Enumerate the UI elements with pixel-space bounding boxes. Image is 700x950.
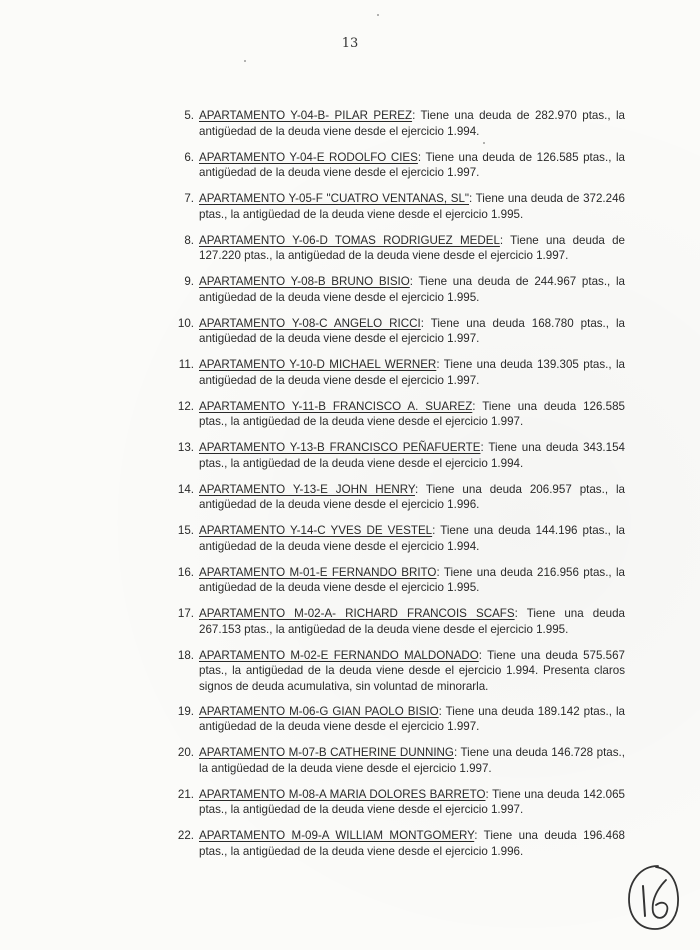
item-number: 10.	[177, 316, 194, 330]
apartment-label: APARTAMENTO Y-04-B- PILAR PEREZ	[199, 109, 413, 122]
item-number: 17.	[177, 607, 194, 620]
item-text: : Tiene una deuda 142.065 ptas., la antigüedad de la deuda viene desde el ejercicio 1.997.	[199, 787, 625, 817]
item-text: : Tiene una deuda 196.468 ptas., la antigüedad de la deuda viene desde el ejercicio 1.996.	[199, 829, 625, 858]
apartment-label: APARTAMENTO Y-11-B FRANCISCO A. SUAREZ	[199, 399, 473, 413]
item-text: : Tiene una deuda 168.780 ptas., la antigüedad de la deuda viene desde el ejercicio 1.997.	[199, 316, 625, 346]
item-number: 21.	[177, 787, 194, 801]
scan-speck	[377, 14, 379, 16]
item-text: : Tiene una deuda 126.585 ptas., la antigüedad de la deuda viene desde el ejercicio 1.997.	[199, 399, 625, 429]
item-number: 8.	[184, 233, 194, 247]
item-text: : Tiene una deuda de 372.246 ptas., la antigüedad de la deuda viene desde el ejercicio 1.995.	[199, 192, 625, 221]
apartment-label: APARTAMENTO Y-08-B BRUNO BISIO	[199, 275, 410, 288]
item-number: 14.	[177, 482, 194, 496]
list-item	[170, 399, 625, 441]
item-text: : Tiene una deuda 267.153 ptas., la antigüedad de la deuda viene desde el ejercicio 1.995.	[199, 607, 625, 636]
item-number: 16.	[177, 565, 194, 579]
item-text: : Tiene una deuda 216.956 ptas., la antigüedad de la deuda viene desde el ejercicio 1.995.	[199, 565, 626, 595]
item-number: 7.	[184, 192, 194, 205]
item-number: 18.	[177, 648, 194, 662]
list-item	[170, 482, 625, 524]
item-number: 5.	[184, 109, 194, 122]
item-number: 11.	[178, 358, 194, 371]
apartment-label: APARTAMENTO M-06-G GIAN PAOLO BISIO	[199, 704, 439, 718]
item-text: : Tiene una deuda 146.728 ptas., la antigüedad de la deuda viene desde el ejercicio 1.997.	[199, 746, 625, 775]
apartment-label: APARTAMENTO Y-06-D TOMAS RODRIGUEZ MEDEL	[199, 233, 500, 247]
list-item	[170, 191, 625, 233]
list-item	[170, 704, 625, 746]
apartment-label: APARTAMENTO Y-05-F "CUATRO VENTANAS, SL"	[199, 192, 470, 205]
item-text: : Tiene una deuda 343.154 ptas., la antigüedad de la deuda viene desde el ejercicio 1.994.	[199, 441, 625, 470]
apartment-label: APARTAMENTO M-02-E FERNANDO MALDONADO	[199, 648, 479, 662]
list-item	[170, 523, 625, 565]
item-text: : Tiene una deuda 206.957 ptas., la antigüedad de la deuda viene desde el ejercicio 1.996.	[199, 482, 625, 512]
debt-list	[170, 108, 625, 870]
item-text: : Tiene una deuda 575.567 ptas., la antigüedad de la deuda viene desde el ejercicio 1.994. Presenta claros signos de deuda acumulativa, sin voluntad de minorarla.	[199, 648, 625, 693]
apartment-label: APARTAMENTO M-01-E FERNANDO BRITO	[199, 565, 437, 579]
apartment-label: APARTAMENTO Y-13-B FRANCISCO PEÑAFUERTE	[199, 441, 481, 454]
item-number: 19.	[177, 704, 194, 718]
list-item	[170, 274, 625, 316]
list-item	[170, 787, 625, 829]
apartment-label: APARTAMENTO Y-13-E JOHN HENRY	[199, 482, 415, 496]
apartment-label: APARTAMENTO M-08-A MARIA DOLORES BARRETO	[199, 787, 486, 801]
apartment-label: APARTAMENTO M-09-A WILLIAM MONTGOMERY	[199, 829, 475, 842]
item-text: : Tiene una deuda de 126.585 ptas., la antigüedad de la deuda viene desde el ejercicio 1.997.	[199, 150, 625, 180]
list-item	[170, 606, 625, 648]
list-item	[170, 233, 625, 275]
scan-speck	[244, 60, 246, 62]
list-item	[170, 440, 625, 482]
item-number: 12.	[177, 399, 194, 413]
item-text: : Tiene una deuda 144.196 ptas., la antigüedad de la deuda viene desde el ejercicio 1.994.	[199, 524, 625, 553]
list-item	[170, 648, 625, 704]
list-item	[170, 565, 625, 607]
apartment-label: APARTAMENTO Y-04-E RODOLFO CIES	[199, 150, 418, 164]
apartment-label: APARTAMENTO Y-14-C YVES DE VESTEL	[199, 524, 433, 537]
item-number: 13.	[177, 441, 194, 454]
list-item	[170, 828, 625, 870]
list-item	[170, 316, 625, 358]
item-text: : Tiene una deuda de 127.220 ptas., la antigüedad de la deuda viene desde el ejercicio 1.997.	[199, 233, 625, 263]
item-number: 20.	[177, 746, 194, 759]
item-text: : Tiene una deuda 139.305 ptas., la antigüedad de la deuda viene desde el ejercicio 1.997.	[199, 358, 625, 387]
apartment-label: APARTAMENTO M-02-A- RICHARD FRANCOIS SCAFS	[199, 607, 515, 620]
list-item	[170, 745, 625, 787]
item-number: 9.	[184, 275, 194, 288]
apartment-label: APARTAMENTO Y-08-C ANGELO RICCI	[199, 316, 421, 330]
apartment-label: APARTAMENTO M-07-B CATHERINE DUNNING	[199, 746, 454, 759]
item-number: 22.	[177, 829, 194, 842]
item-number: 6.	[184, 150, 194, 164]
apartment-label: APARTAMENTO Y-10-D MICHAEL WERNER	[199, 358, 437, 371]
item-number: 15.	[177, 524, 194, 537]
list-item	[170, 108, 625, 150]
page-number: 13	[341, 36, 359, 51]
list-item	[170, 357, 625, 399]
item-text: : Tiene una deuda 189.142 ptas., la antigüedad de la deuda viene desde el ejercicio 1.997.	[199, 704, 625, 734]
handwritten-initials	[624, 862, 682, 932]
item-text: : Tiene una deuda de 244.967 ptas., la antigüedad de la deuda viene desde el ejercicio 1.995.	[199, 275, 625, 304]
item-text: : Tiene una deuda de 282.970 ptas., la antigüedad de la deuda viene desde el ejercicio 1.994.	[199, 109, 625, 138]
list-item	[170, 150, 625, 192]
